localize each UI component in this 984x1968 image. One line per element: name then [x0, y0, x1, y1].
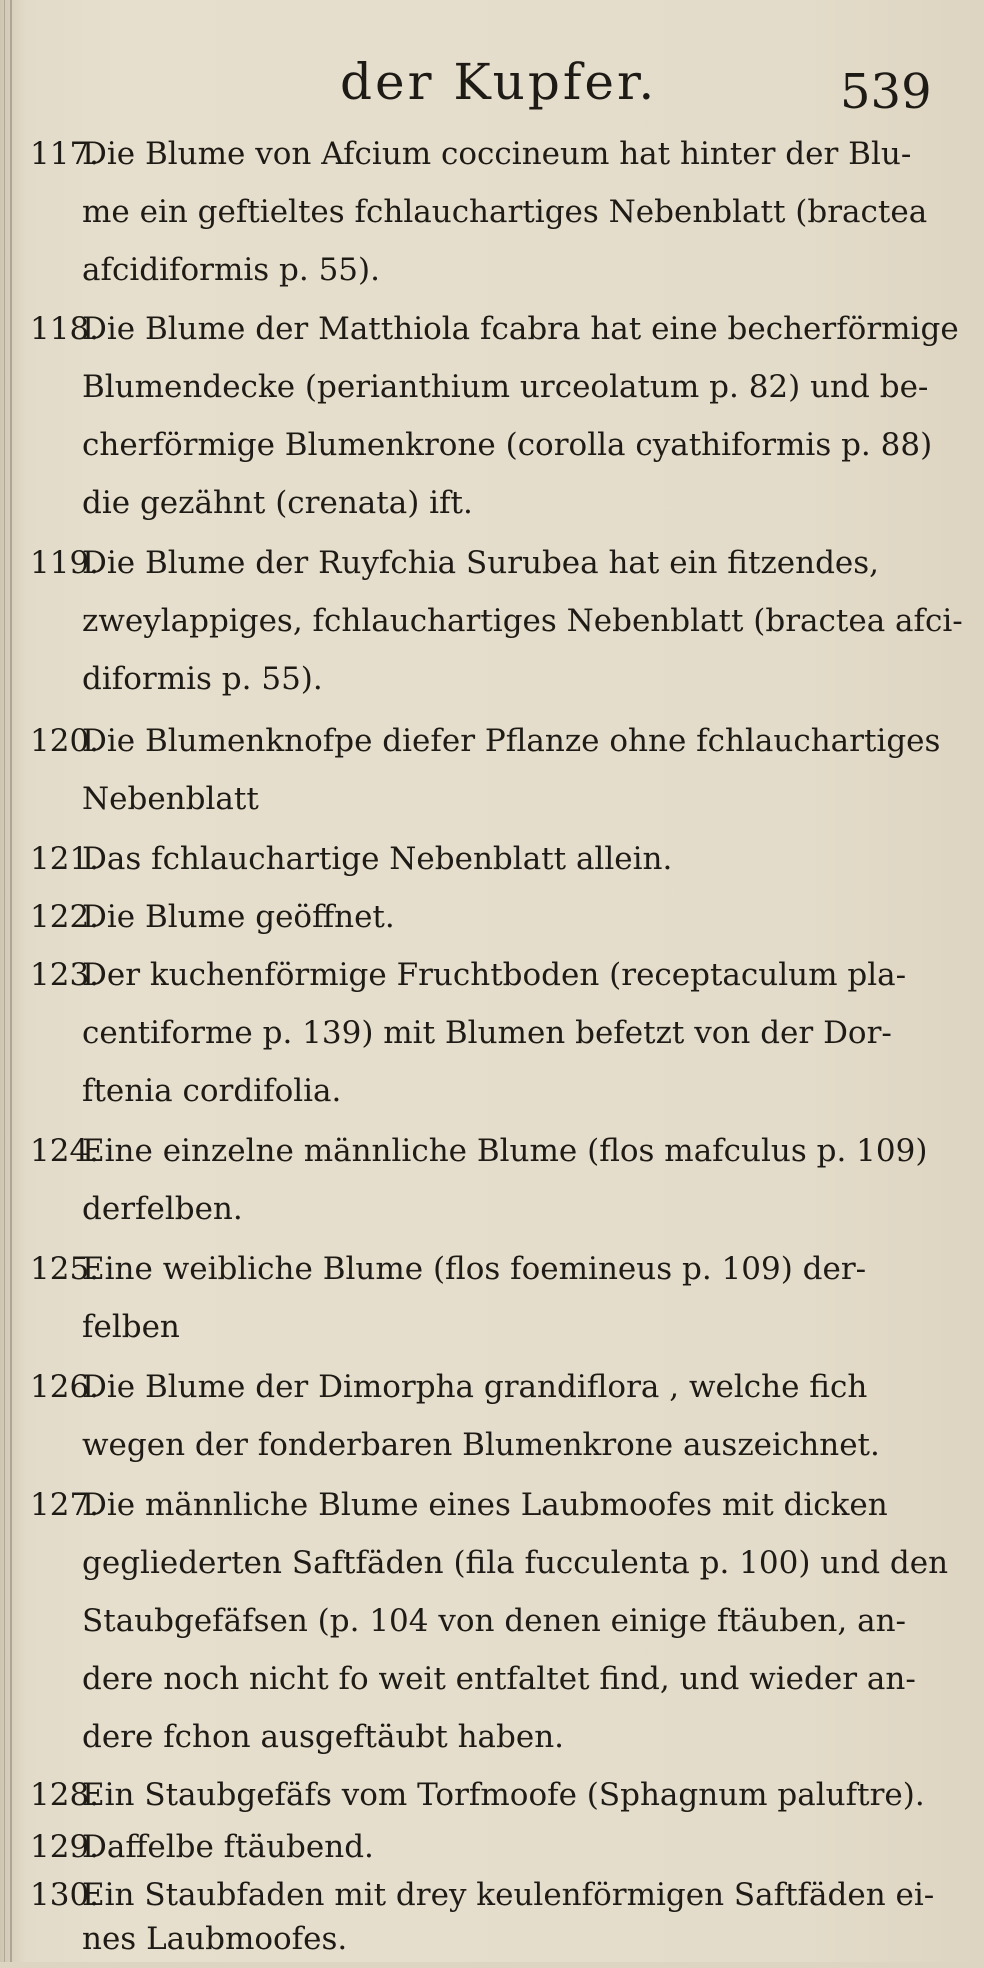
entry-number: 123. — [30, 957, 100, 993]
entry-number: 127. — [30, 1487, 100, 1523]
entry-number: 125. — [30, 1251, 100, 1287]
entry-line: centiforme p. 139) mit Blumen befetzt von der Dor- — [82, 1015, 892, 1051]
entry-line: Nebenblatt — [82, 781, 259, 817]
entry-number: 119. — [30, 545, 100, 581]
entry-line: me ein geftieltes fchlauchartiges Nebenblatt (bractea — [82, 194, 928, 230]
entry-line: Das fchlauchartige Nebenblatt allein. — [82, 841, 673, 877]
entry-line: diformis p. 55). — [82, 661, 323, 697]
entry-line: Die Blume der Matthiola fcabra hat eine becherförmige — [82, 311, 959, 347]
entry-number: 120. — [30, 723, 100, 759]
entry-line: Der kuchenförmige Fruchtboden (receptaculum pla- — [82, 957, 907, 993]
entry-line: Eine weibliche Blume (flos foemineus p. 109) der- — [82, 1251, 867, 1287]
entry-number: 124. — [30, 1133, 100, 1169]
entry-line: Staubgefäfsen (p. 104 von denen einige ftäuben, an- — [82, 1603, 907, 1639]
entry-line: felben — [82, 1309, 180, 1345]
entry-number: 117. — [30, 136, 100, 172]
running-title: der Kupfer. — [340, 53, 658, 111]
entry-line: wegen der fonderbaren Blumenkrone auszeichnet. — [82, 1427, 880, 1463]
entry-line: dere noch nicht fo weit entfaltet find, und wieder an- — [82, 1661, 916, 1697]
entry-line: Eine einzelne männliche Blume (flos mafculus p. 109) — [82, 1133, 928, 1169]
entry-line: afcidiformis p. 55). — [82, 252, 380, 288]
entry-line: Die Blume der Dimorpha grandiflora , welche fich — [82, 1369, 868, 1405]
entry-number: 122. — [30, 899, 100, 935]
entry-line: Die Blume geöffnet. — [82, 899, 395, 935]
entry-line: zweylappiges, fchlauchartiges Nebenblatt (bractea afci- — [82, 603, 963, 639]
entry-line: Ein Staubgefäfs vom Torfmoofe (Sphagnum paluftre). — [82, 1777, 925, 1813]
entry-line: dere fchon ausgeftäubt haben. — [82, 1719, 565, 1755]
entry-line: nes Laubmoofes. — [82, 1921, 348, 1957]
entry-line: Ein Staubfaden mit drey keulenförmigen Saftfäden ei- — [82, 1877, 935, 1913]
entry-line: Die Blumenknofpe diefer Pflanze ohne fchlauchartiges — [82, 723, 941, 759]
page-number: 539 — [840, 64, 932, 120]
entry-number: 126. — [30, 1369, 100, 1405]
entry-line: Blumendecke (perianthium urceolatum p. 82) und be- — [82, 369, 929, 405]
entry-number: 121. — [30, 841, 100, 877]
entry-number: 129. — [30, 1829, 100, 1865]
entry-line: ftenia cordifolia. — [82, 1073, 342, 1109]
entry-line: gegliederten Saftfäden (fila fucculenta p. 100) und den — [82, 1545, 949, 1581]
entry-number: 130. — [30, 1877, 100, 1913]
entry-line: Die Blume der Ruyfchia Surubea hat ein fitzendes, — [82, 545, 880, 581]
entry-number: 128. — [30, 1777, 100, 1813]
entry-number: 118. — [30, 311, 100, 347]
entry-line: Die Blume von Afcium coccineum hat hinter der Blu- — [82, 136, 912, 172]
entry-line: Daffelbe ftäubend. — [82, 1829, 374, 1865]
entry-line: cherförmige Blumenkrone (corolla cyathiformis p. 88) — [82, 427, 933, 463]
entry-line: derfelben. — [82, 1191, 243, 1227]
entry-line: die gezähnt (crenata) ift. — [82, 485, 473, 521]
entry-line: Die männliche Blume eines Laubmoofes mit dicken — [82, 1487, 888, 1523]
